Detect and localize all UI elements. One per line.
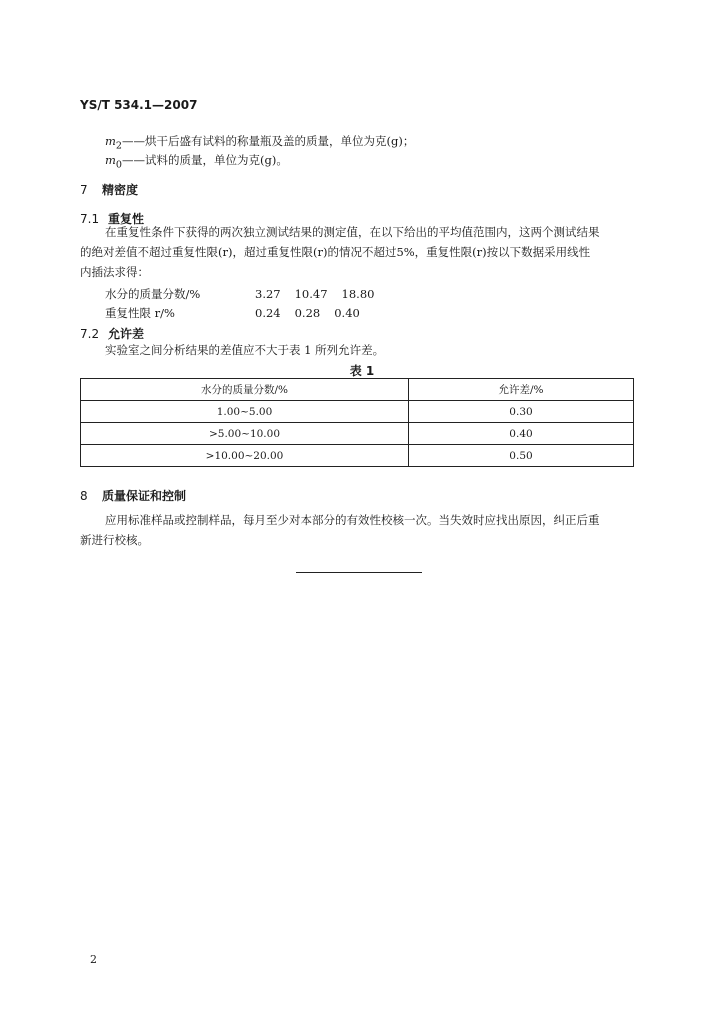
definition-text: ——烘干后盛有试料的称量瓶及盖的质量，单位为克(g)； <box>122 134 415 148</box>
paragraph-line: 内插法求得： <box>80 265 149 279</box>
table-cell: >5.00~10.00 <box>81 423 409 445</box>
table-cell: 1.00~5.00 <box>81 401 409 423</box>
section-number: 7 <box>80 183 88 197</box>
row-value: 0.40 <box>334 306 360 320</box>
section-number: 7.1 <box>80 212 100 226</box>
row-value: 0.24 <box>255 306 281 320</box>
row-values <box>255 306 374 320</box>
table-cell: >10.00~20.00 <box>81 445 409 467</box>
data-row-repeatability <box>105 305 374 321</box>
row-values <box>255 287 388 301</box>
section-title: 重复性 <box>108 212 145 226</box>
table-caption: 表 1 <box>349 364 375 378</box>
table-cell: 0.40 <box>409 423 634 445</box>
paragraph-line: 应用标准样品或控制样品，每月至少对本部分的有效性校核一次。当失效时应找出原因，纠正后重 <box>105 513 600 527</box>
paragraph-line: 新进行校核。 <box>80 533 149 547</box>
definition-subscript: 0 <box>115 159 123 171</box>
table-1 <box>80 378 634 467</box>
section-title: 允许差 <box>108 327 145 341</box>
paragraph-line: 的绝对差值不超过重复性限(r)，超过重复性限(r)的情况不超过5%，重复性限(r)按以下数据采用线性 <box>80 245 591 259</box>
row-value: 0.28 <box>294 306 321 320</box>
row-value: 10.47 <box>294 287 328 301</box>
table-row <box>81 423 634 445</box>
definition-m2 <box>105 133 414 151</box>
table-row <box>81 445 634 467</box>
table-cell: 0.50 <box>409 445 634 467</box>
section-8-heading <box>80 487 186 504</box>
table-cell: 0.30 <box>409 401 634 423</box>
section-number: 8 <box>80 489 88 503</box>
section-7-heading <box>80 181 138 198</box>
definition-subscript: 2 <box>115 140 123 152</box>
end-rule <box>296 572 422 573</box>
definition-symbol: m <box>105 153 116 167</box>
column-header: 允许差/% <box>409 379 634 401</box>
section-title: 精密度 <box>102 183 139 197</box>
section-title: 质量保证和控制 <box>102 489 187 503</box>
paragraph-line: 实验室之间分析结果的差值应不大于表 1 所列允许差。 <box>105 343 385 357</box>
document-code: YS/T 534.1—2007 <box>80 98 198 112</box>
table-header-row <box>81 379 634 401</box>
row-label: 水分的质量分数/% <box>105 287 201 301</box>
definition-text: ——试料的质量，单位为克(g)。 <box>122 153 288 167</box>
row-value: 18.80 <box>341 287 375 301</box>
paragraph-line: 在重复性条件下获得的两次独立测试结果的测定值，在以下给出的平均值范围内，这两个测试结果 <box>105 225 600 239</box>
row-label: 重复性限 r/% <box>105 306 175 320</box>
definition-m0 <box>105 152 288 170</box>
row-value: 3.27 <box>255 287 281 301</box>
definition-symbol: m <box>105 134 116 148</box>
column-header: 水分的质量分数/% <box>81 379 409 401</box>
data-row-mass-fraction <box>105 286 388 302</box>
table-row <box>81 401 634 423</box>
section-number: 7.2 <box>80 327 100 341</box>
page-number: 2 <box>90 953 97 966</box>
